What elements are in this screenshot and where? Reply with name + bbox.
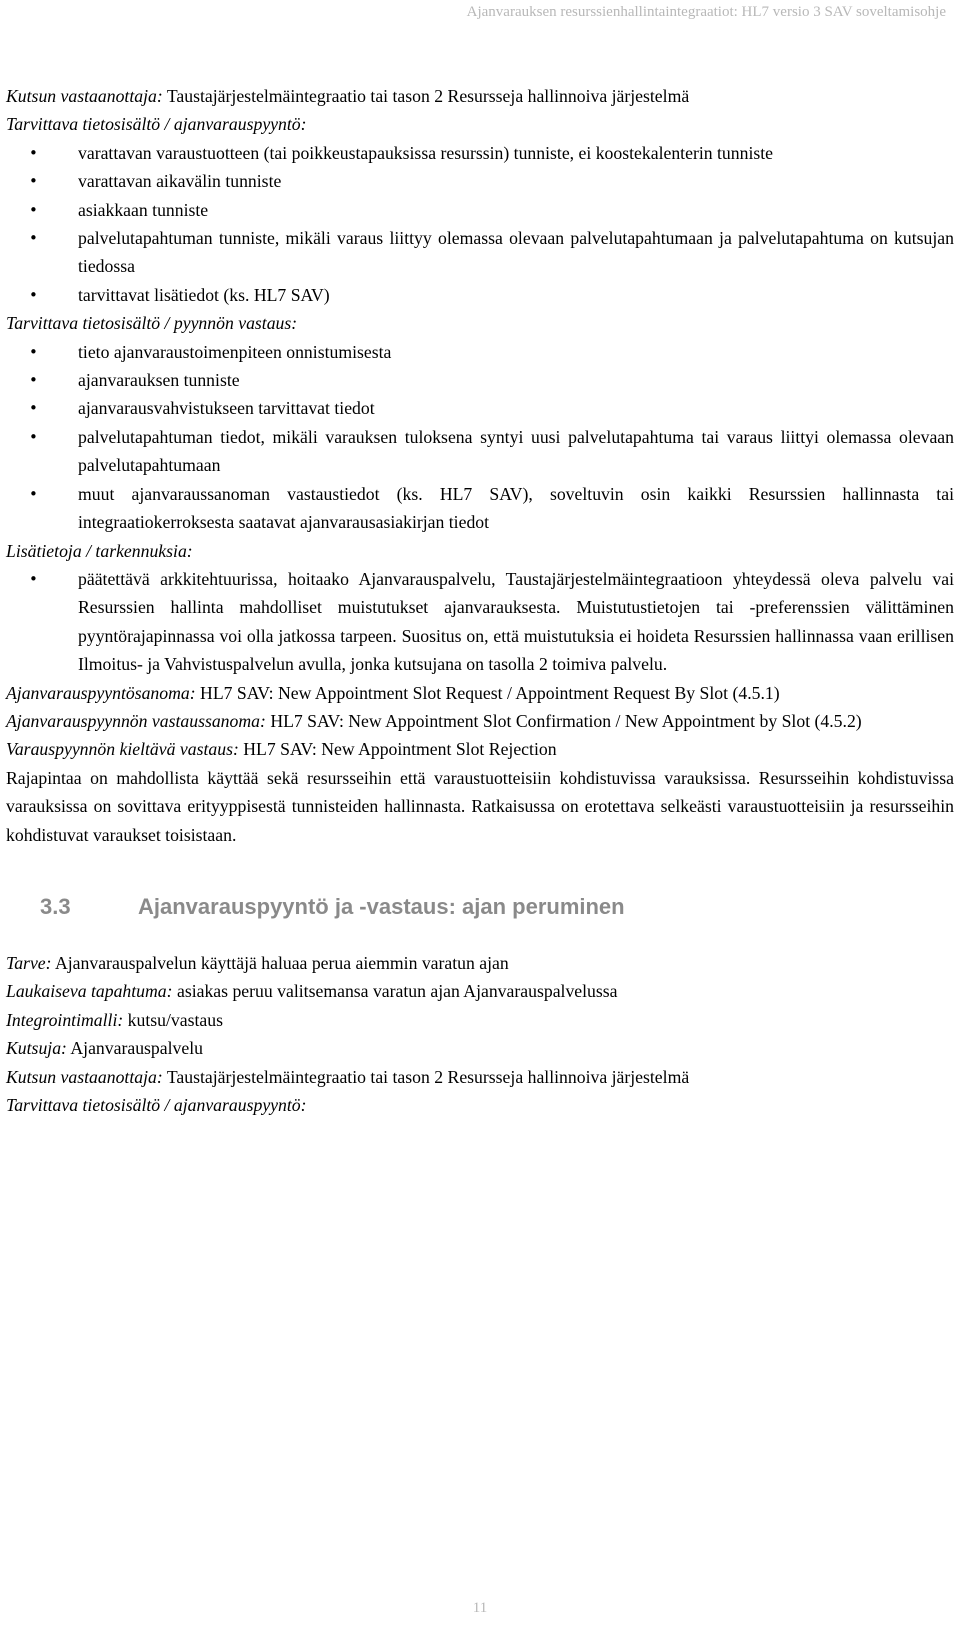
body-paragraph: Rajapintaa on mahdollista käyttää sekä resursseihin että varaustuotteisiin kohdistuvissa varauksissa. Resursseihin kohdistuvissa varauksissa on sovittava erityyppisestä tunnisteiden hallinnasta. Ratkaisussa on erotettava selkeästi varaustuotteisiin ja resursseihin kohdistuvat varaukset toisistaan. — [6, 767, 954, 845]
list-item: • päätettävä arkkitehtuurissa, hoitaako Ajanvarauspalvelu, Taustajärjestelmäintegraatioon yhteydessä oleva palvelu vai Resurssien hallinta mahdolliset muistutukset ajanvarauksesta. Muistutustietojen tai -preferenssien välittäminen pyyntörajapinnassa voi olla jatkossa tarpeen. Suositus on, että muistutuksia ei hoideta Resurssien hallinnassa vaan erillisen Ilmoitus- ja Vahvistuspalvelun avulla, jonka kutsujana on tasolla 2 toimiva palvelu. — [6, 565, 954, 679]
request-message-label: Ajanvarauspyyntösanoma: — [6, 682, 196, 703]
rejection-value: HL7 SAV: New Appointment Slot Rejection — [238, 739, 557, 760]
recipient-value-2: Taustajärjestelmäintegraatio tai tason 2 Resursseja hallinnoiva järjestelmä — [162, 1066, 690, 1087]
integration-model-line — [6, 1006, 954, 1034]
request-message-value: HL7 SAV: New Appointment Slot Request / Appointment Request By Slot (4.5.1) — [195, 682, 780, 703]
recipient-value: Taustajärjestelmäintegraatio tai tason 2 Resursseja hallinnoiva järjestelmä — [162, 86, 690, 106]
list-item: • tarvittavat lisätiedot (ks. HL7 SAV) — [6, 281, 954, 309]
section-title: Ajanvarauspyyntö ja -vastaus: ajan peruminen — [138, 893, 625, 919]
request-message-line — [6, 679, 954, 707]
response-content-list — [6, 338, 954, 537]
need-value: Ajanvarauspalvelun käyttäjä haluaa perua aiemmin varatun ajan — [51, 952, 509, 973]
rejection-line — [6, 735, 954, 763]
integration-model-label: Integrointimalli: — [6, 1009, 124, 1030]
recipient-line — [6, 82, 954, 110]
recipient-label: Kutsun vastaanottaja: — [6, 86, 163, 106]
caller-label: Kutsuja: — [6, 1038, 67, 1059]
response-message-label: Ajanvarauspyynnön vastaussanoma: — [6, 710, 266, 731]
page-number: 11 — [472, 1600, 488, 1616]
notes-label: Lisätietoja / tarkennuksia: — [6, 540, 193, 561]
request-content-list — [6, 139, 954, 309]
trigger-label: Laukaiseva tapahtuma: — [6, 981, 173, 1002]
list-item: • varattavan aikavälin tunniste — [6, 167, 954, 195]
list-item: • varattavan varaustuotteen (tai poikkeustapauksissa resurssin) tunniste, ei koostekalenterin tunniste — [6, 139, 954, 167]
response-message-line — [6, 707, 954, 735]
list-item: • palvelutapahtuman tiedot, mikäli varauksen tuloksena syntyi uusi palvelutapahtuma tai varaus liittyi olemassa olevaan palvelutapahtumaan — [6, 423, 954, 480]
notes-list — [6, 565, 954, 679]
request-content-label-2: Tarvittava tietosisältö / ajanvarauspyyntö: — [6, 1095, 307, 1115]
trigger-value: asiakas peruu valitsemansa varatun ajan Ajanvarauspalvelussa — [172, 981, 618, 1002]
rejection-label: Varauspyynnön kieltävä vastaus: — [6, 739, 239, 760]
list-item: • asiakkaan tunniste — [6, 196, 954, 224]
section-number: 3.3 — [40, 893, 71, 919]
document-body — [6, 82, 954, 1119]
request-content-label: Tarvittava tietosisältö / ajanvarauspyyntö: — [6, 114, 307, 135]
need-label: Tarve: — [6, 952, 52, 973]
list-item: • palvelutapahtuman tunniste, mikäli varaus liittyy olemassa olevaan palvelutapahtumaan ja palvelutapahtuma on kutsujan tiedossa — [6, 224, 954, 281]
running-header: Ajanvarauksen resurssienhallintaintegraatiot: HL7 versio 3 SAV soveltamisohje — [466, 4, 946, 20]
section-heading — [6, 893, 954, 921]
trigger-line — [6, 977, 954, 1005]
recipient-line-2 — [6, 1063, 954, 1091]
list-item: • ajanvarauksen tunniste — [6, 366, 954, 394]
list-item: • tieto ajanvaraustoimenpiteen onnistumisesta — [6, 338, 954, 366]
list-item: • muut ajanvaraussanoman vastaustiedot (ks. HL7 SAV), soveltuvin osin kaikki Resurssien hallinnasta tai integraatiokerroksesta saatavat ajanvarausasiakirjan tiedot — [6, 480, 954, 537]
response-message-value: HL7 SAV: New Appointment Slot Confirmation / New Appointment by Slot (4.5.2) — [265, 710, 862, 731]
need-line — [6, 949, 954, 977]
caller-value: Ajanvarauspalvelu — [66, 1038, 203, 1059]
recipient-label-2: Kutsun vastaanottaja: — [6, 1066, 163, 1087]
list-item: • ajanvarausvahvistukseen tarvittavat tiedot — [6, 394, 954, 422]
caller-line — [6, 1034, 954, 1062]
response-content-label: Tarvittava tietosisältö / pyynnön vastaus: — [6, 313, 298, 334]
integration-model-value: kutsu/vastaus — [123, 1009, 223, 1030]
